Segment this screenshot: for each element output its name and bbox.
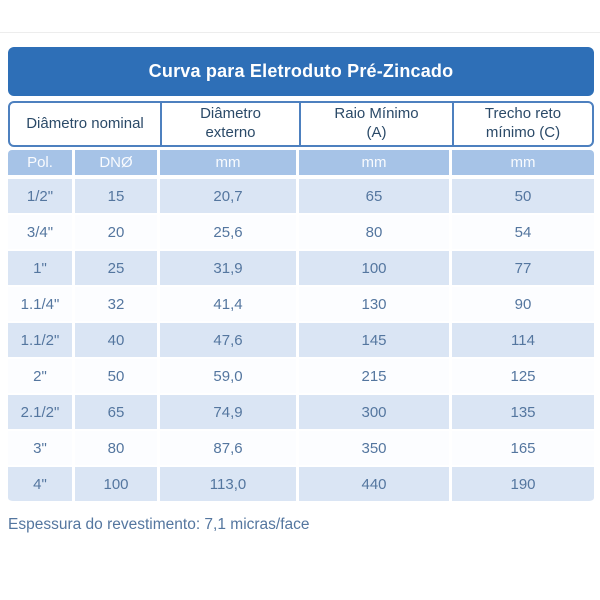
table-row (8, 359, 594, 395)
unit-header-mm-raio: mm (299, 150, 452, 175)
top-divider (0, 32, 600, 33)
table-row (8, 467, 594, 503)
header-line: mínimo (C) (485, 124, 561, 141)
table-cell: 3/4" (8, 215, 75, 251)
table-cell: 40 (75, 323, 160, 359)
header-line: externo (205, 124, 256, 141)
table-cell: 77 (452, 251, 594, 287)
table-row (8, 179, 594, 215)
table-cell: 165 (452, 431, 594, 467)
table-row (8, 287, 594, 323)
table-cell: 80 (75, 431, 160, 467)
table-row (8, 323, 594, 359)
unit-header-row (8, 150, 594, 175)
table-cell: 135 (452, 395, 594, 431)
unit-header-mm-externo: mm (160, 150, 299, 175)
coating-thickness-note: Espessura do revestimento: 7,1 micras/face (8, 516, 310, 533)
table-body (8, 179, 594, 503)
table-cell: 1/2" (8, 179, 75, 215)
table-cell: 300 (299, 395, 452, 431)
table-cell: 215 (299, 359, 452, 395)
table-cell: 145 (299, 323, 452, 359)
table-cell: 59,0 (160, 359, 299, 395)
table-cell: 4" (8, 467, 75, 503)
table-cell: 32 (75, 287, 160, 323)
column-header-trecho-reto (452, 103, 592, 145)
table-cell: 440 (299, 467, 452, 503)
table-card (8, 47, 594, 534)
table-cell: 25,6 (160, 215, 299, 251)
table-row (8, 431, 594, 467)
table-cell: 90 (452, 287, 594, 323)
table-cell: 113,0 (160, 467, 299, 503)
table-cell: 41,4 (160, 287, 299, 323)
table-cell: 100 (299, 251, 452, 287)
header-line: Diâmetro (200, 105, 261, 123)
column-header-raio-minimo (299, 103, 452, 145)
table-cell: 80 (299, 215, 452, 251)
table-cell: 74,9 (160, 395, 299, 431)
table-cell: 2" (8, 359, 75, 395)
table-cell: 1.1/4" (8, 287, 75, 323)
table-cell: 350 (299, 431, 452, 467)
column-header-diametro-externo (160, 103, 299, 145)
table-cell: 1.1/2" (8, 323, 75, 359)
table-row (8, 395, 594, 431)
table-cell: 100 (75, 467, 160, 503)
table-cell: 25 (75, 251, 160, 287)
unit-header-mm-trecho: mm (452, 150, 594, 175)
table-cell: 20,7 (160, 179, 299, 215)
header-line: Trecho reto (484, 105, 562, 123)
table-cell: 15 (75, 179, 160, 215)
table-cell: 2.1/2" (8, 395, 75, 431)
table-title: Curva para Eletroduto Pré-Zincado (148, 61, 454, 81)
header-line: Diâmetro nominal (26, 114, 144, 132)
table-cell: 50 (452, 179, 594, 215)
header-line: (A) (366, 124, 387, 141)
table-cell: 114 (452, 323, 594, 359)
column-header-diametro-nominal (10, 103, 160, 145)
table-cell: 3" (8, 431, 75, 467)
table-cell: 50 (75, 359, 160, 395)
table-cell: 31,9 (160, 251, 299, 287)
table-cell: 65 (299, 179, 452, 215)
table-cell: 65 (75, 395, 160, 431)
table-cell: 1" (8, 251, 75, 287)
unit-header-dn: DNØ (75, 150, 160, 175)
table-cell: 125 (452, 359, 594, 395)
column-header-row (8, 101, 594, 147)
table-row (8, 251, 594, 287)
table-row (8, 215, 594, 251)
table-cell: 54 (452, 215, 594, 251)
table-cell: 87,6 (160, 431, 299, 467)
table-cell: 20 (75, 215, 160, 251)
table-cell: 190 (452, 467, 594, 503)
unit-header-pol: Pol. (8, 150, 75, 175)
header-line: Raio Mínimo (334, 105, 419, 123)
table-cell: 130 (299, 287, 452, 323)
table-cell: 47,6 (160, 323, 299, 359)
table-title-bar (8, 47, 594, 96)
